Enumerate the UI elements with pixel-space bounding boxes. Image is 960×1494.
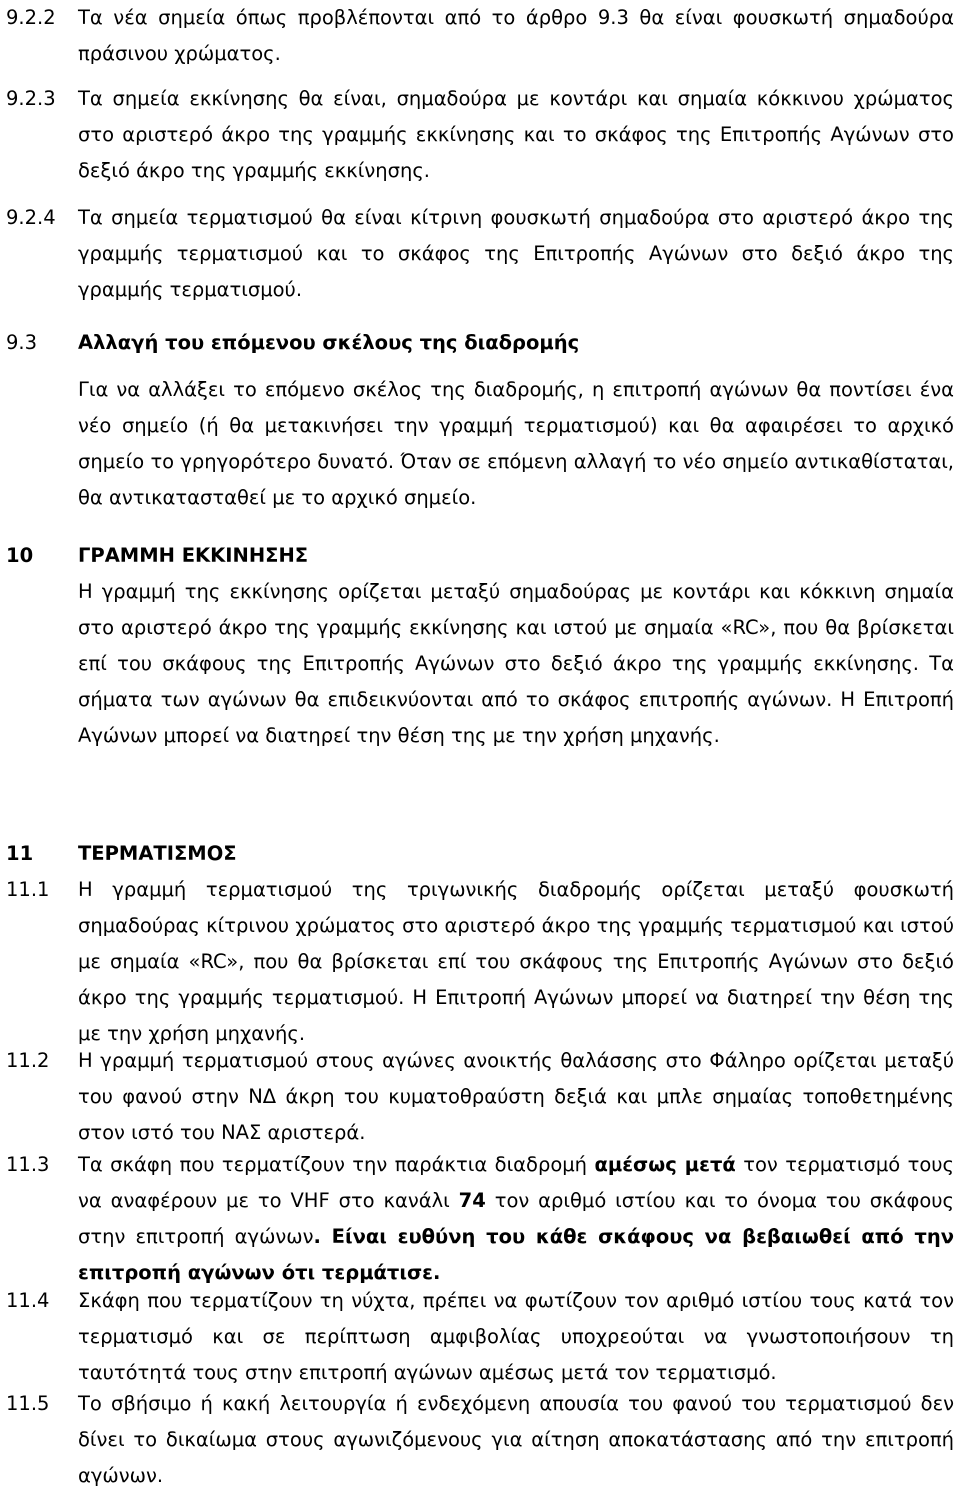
clause-number: 9.2.3 [6,87,56,110]
clause-text: Τα νέα σημεία όπως προβλέπονται από το άρθρο 9.3 θα είναι φουσκωτή σημαδούρα πράσινου χρώματος. [78,6,954,65]
section-text: Η γραμμή της εκκίνησης ορίζεται μεταξύ σημαδούρας με κοντάρι και κόκκινη σημαία στο αριστερό άκρο της γραμμής εκκίνησης και ιστού με σημαία «RC», που θα βρίσκεται επί του σκάφους της Επιτροπής Αγώνων στο δεξιό άκρο της γραμμής εκκίνησης. Τα σήματα των αγώνων θα επιδεικνύονται από το σκάφος επιτροπής αγώνων. Η Επιτροπή Αγώνων μπορεί να διατηρεί την θέση της με την χρήση μηχανής. [78,580,954,747]
clause-text: Σκάφη που τερματίζουν τη νύχτα, πρέπει να φωτίζουν τον αριθμό ιστίου τους κατά τον τερματισμό και σε περίπτωση αμφιβολίας υποχρεούται να γνωστοποιήσουν τη ταυτότητά τους στην επιτροπή αγώνων αμέσως μετά τον τερματισμό. [78,1289,954,1384]
clause-number: 11.4 [6,1289,50,1312]
clause-number: 11.5 [6,1392,50,1415]
emphasis-immediately-after: αμέσως μετά [594,1153,736,1176]
clause-number: 11.1 [6,878,50,901]
emphasis-vhf-channel: 74 [458,1189,486,1212]
clause-text: Το σβήσιμο ή κακή λειτουργία ή ενδεχόμενη απουσία του φανού του τερματισμού δεν δίνει το δικαίωμα στους αγωνιζόμενους για αίτηση αποκατάστασης από την επιτροπή αγώνων. [78,1392,954,1487]
clause-number: 9.3 [6,331,38,354]
clause-number: 11.3 [6,1153,50,1176]
clause-number: 9.2.2 [6,6,56,29]
clause-number: 11.2 [6,1049,50,1072]
clause-heading: Αλλαγή του επόμενου σκέλους της διαδρομής [78,331,580,354]
clause-text [78,1147,954,1291]
clause-text: Τα σημεία εκκίνησης θα είναι, σημαδούρα με κοντάρι και σημαία κόκκινου χρώματος στο αριστερό άκρο της γραμμής εκκίνησης και το σκάφος της Επιτροπής Αγώνων στο δεξιό άκρο της γραμμής εκκίνησης. [78,87,954,182]
clause-number: 9.2.4 [6,206,56,229]
emphasis-responsibility: . Είναι ευθύνη του κάθε σκάφους να βεβαιωθεί από την επιτροπή αγώνων ότι τερμάτισε. [78,1225,954,1284]
clause-text: Για να αλλάξει το επόμενο σκέλος της διαδρομής, η επιτροπή αγώνων θα ποντίσει ένα νέο σημείο (ή θα μετακινήσει την γραμμή τερματισμού) και θα αφαιρέσει το αρχικό σημείο το γρηγορότερο δυνατό. Όταν σε επόμενη αλλαγή το νέο σημείο αντικαθίσταται, θα αντικατασταθεί με το αρχικό σημείο. [78,378,954,509]
text-run: τον αριθμό ιστίου και το όνομα του σκάφους στην επιτροπή αγώνων [78,1189,954,1248]
clause-text: Η γραμμή τερματισμού στους αγώνες ανοικτής θαλάσσης στο Φάληρο ορίζεται μεταξύ του φανού στην ΝΔ άκρη του κυματοθραύστη δεξιά και μπλε σημαίας τοποθετημένης στον ιστό του ΝΑΣ αριστερά. [78,1049,954,1144]
section-number: 10 [6,544,34,567]
clause-text: Η γραμμή τερματισμού της τριγωνικής διαδρομής ορίζεται μεταξύ φουσκωτή σημαδούρας κίτρινου χρώματος στο αριστερό άκρο της γραμμής τερματισμού και ιστού με σημαία «RC», που θα βρίσκεται επί του σκάφους της Επιτροπής Αγώνων στο δεξιό άκρο της γραμμής τερματισμού. Η Επιτροπή Αγώνων μπορεί να διατηρεί την θέση της με την χρήση μηχανής. [78,878,954,1045]
text-run: τον τερματισμό τους να αναφέρουν με το VHF στο κανάλι [78,1153,954,1212]
clause-text: Τα σημεία τερματισμού θα είναι κίτρινη φουσκωτή σημαδούρα στο αριστερό άκρο της γραμμής τερματισμού και το σκάφος της Επιτροπής Αγώνων στο δεξιό άκρο της γραμμής τερματισμού. [78,206,954,301]
section-number: 11 [6,842,34,865]
section-heading: ΤΕΡΜΑΤΙΣΜΟΣ [78,842,237,865]
section-heading: ΓΡΑΜΜΗ ΕΚΚΙΝΗΣΗΣ [78,544,309,567]
text-run: Τα σκάφη που τερματίζουν την παράκτια διαδρομή [78,1153,595,1176]
